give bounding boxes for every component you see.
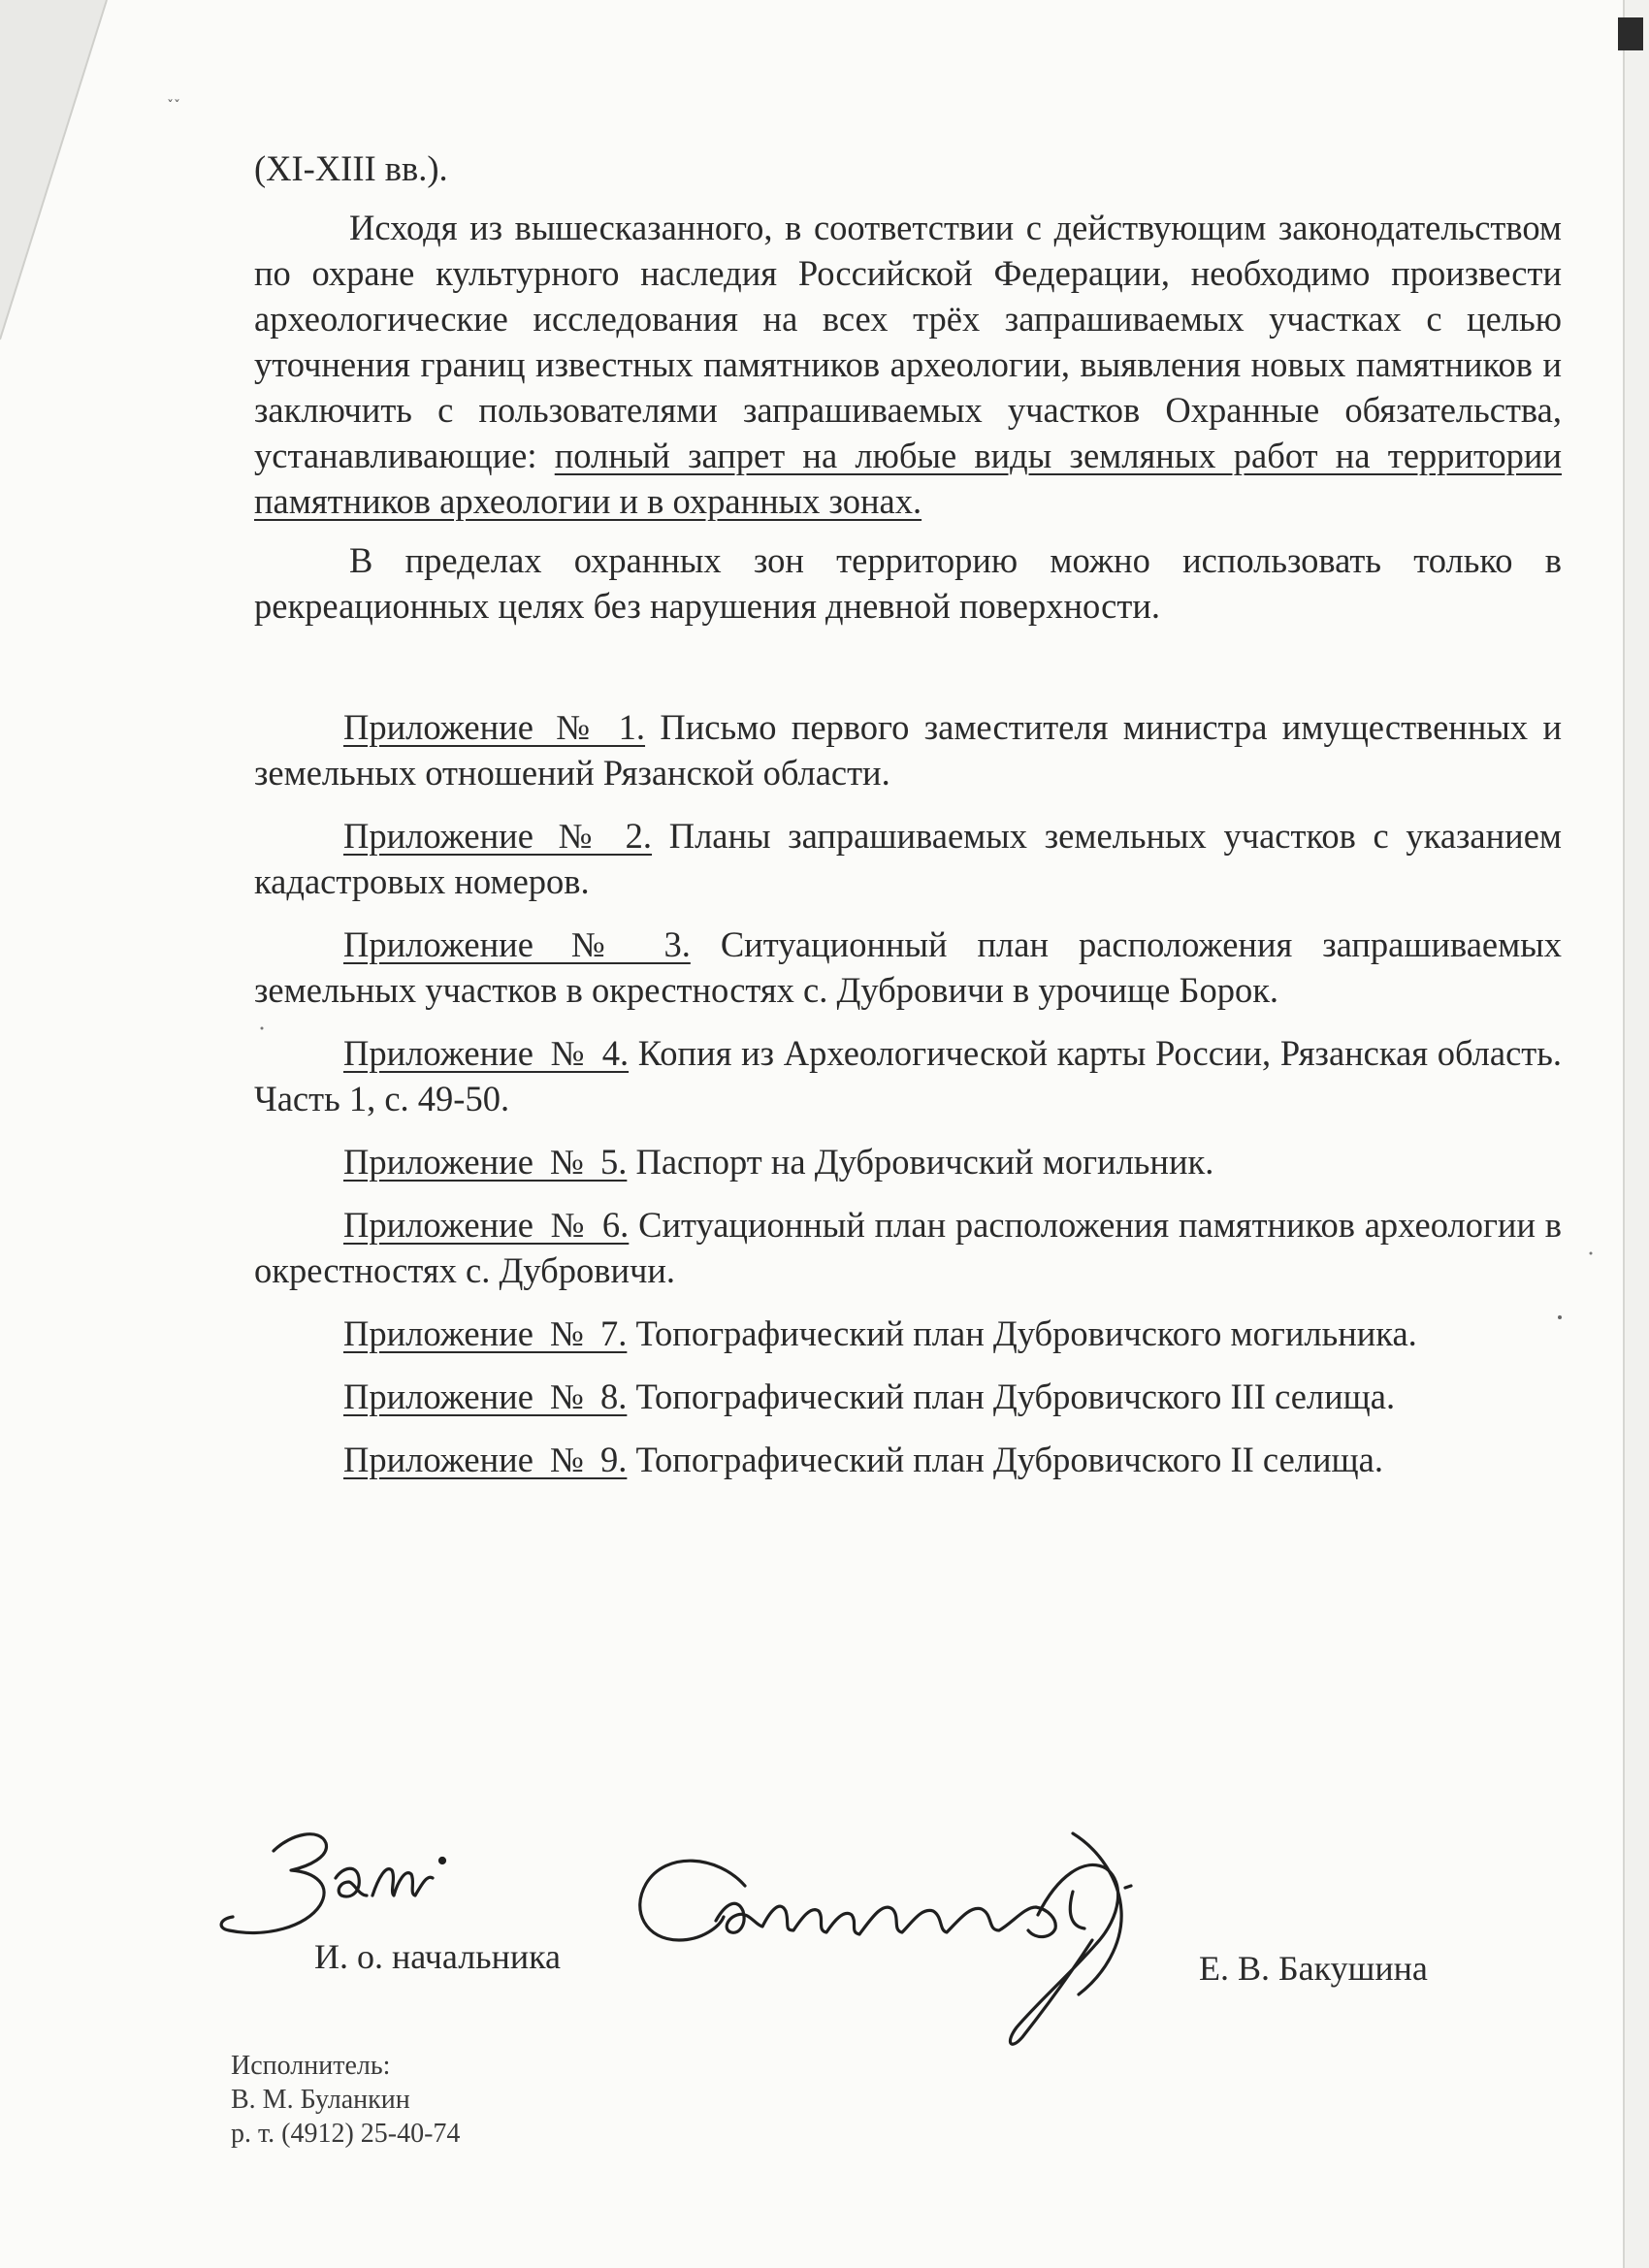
continuation-line: (XI-XIII вв.). xyxy=(254,148,448,188)
appendix-text: Топографический план Дубровичского могильника. xyxy=(635,1313,1417,1353)
appendix-text: Письмо первого заместителя министра имущественных и земельных отношений Рязанской области. xyxy=(254,707,1563,793)
appendix-item xyxy=(254,813,1562,904)
appendix-label: Приложение № 9. xyxy=(343,1440,628,1479)
appendix-label: Приложение № 5. xyxy=(343,1142,628,1182)
appendix-label: Приложение № 3. xyxy=(343,924,691,964)
appendix-item xyxy=(254,704,1562,795)
appendix-item xyxy=(254,1437,1562,1482)
paragraph-protected-zones: В пределах охранных зон территорию можно использовать только в рекреационных целях без нарушения дневной поверхности. xyxy=(254,540,1562,626)
appendix-list xyxy=(254,704,1562,1482)
executor-phone: р. т. (4912) 25-40-74 xyxy=(231,2119,461,2149)
letter-body xyxy=(254,146,1562,1482)
appendix-label: Приложение № 1. xyxy=(343,707,646,747)
appendix-label: Приложение № 2. xyxy=(343,816,653,856)
appendix-text: Копия из Археологической карты России, Рязанская область. Часть 1, с. 49-50. xyxy=(254,1033,1562,1118)
appendix-text: Паспорт на Дубровичский могильник. xyxy=(635,1142,1214,1182)
appendix-label: Приложение № 8. xyxy=(343,1377,628,1416)
appendix-text: Топографический план Дубровичского II селища. xyxy=(635,1440,1383,1479)
executor-block xyxy=(231,2049,460,2151)
appendix-text: Ситуационный план расположения запрашиваемых земельных участков в окрестностях с. Дубровичи в урочище Борок. xyxy=(254,924,1563,1010)
appendix-item xyxy=(254,1202,1562,1293)
executor-name: В. М. Буланкин xyxy=(231,2085,410,2115)
svg-text:ˇˇ: ˇˇ xyxy=(167,99,180,114)
paragraph-requirements xyxy=(254,205,1562,524)
signatory-name: Е. В. Бакушина xyxy=(1199,1949,1428,1988)
paragraph-requirements-text: Исходя из вышесказанного, в соответствии с действующим законодательством по охране культурного наследия Российской Федерации, необходимо произвести археологические исследования на всех трёх запрашиваемых участках с целью уточнения границ известных памятников археологии, выявления новых памятников и заключить с пользователями запрашиваемых участков Охранные обязательства, устанавливающие: xyxy=(254,208,1562,475)
appendix-label: Приложение № 4. xyxy=(343,1033,630,1073)
underlined-prohibition: полный запрет на любые виды земляных работ на территории памятников археологии и в охранных зонах. xyxy=(254,436,1562,521)
appendix-label: Приложение № 6. xyxy=(343,1205,630,1245)
appendix-text: Планы запрашиваемых земельных участков с указанием кадастровых номеров. xyxy=(254,816,1562,901)
appendix-item xyxy=(254,1311,1562,1356)
appendix-text: Топографический план Дубровичского III селища. xyxy=(635,1377,1396,1416)
executor-label: Исполнитель: xyxy=(231,2051,391,2081)
appendix-label: Приложение № 7. xyxy=(343,1313,628,1353)
signatory-role: И. о. начальника xyxy=(314,1937,562,1976)
appendix-item xyxy=(254,1139,1562,1184)
appendix-item xyxy=(254,1030,1562,1121)
appendix-item xyxy=(254,922,1562,1013)
appendix-item xyxy=(254,1374,1562,1419)
appendix-text: Ситуационный план расположения памятников археологии в окрестностях с. Дубровичи. xyxy=(254,1205,1563,1290)
